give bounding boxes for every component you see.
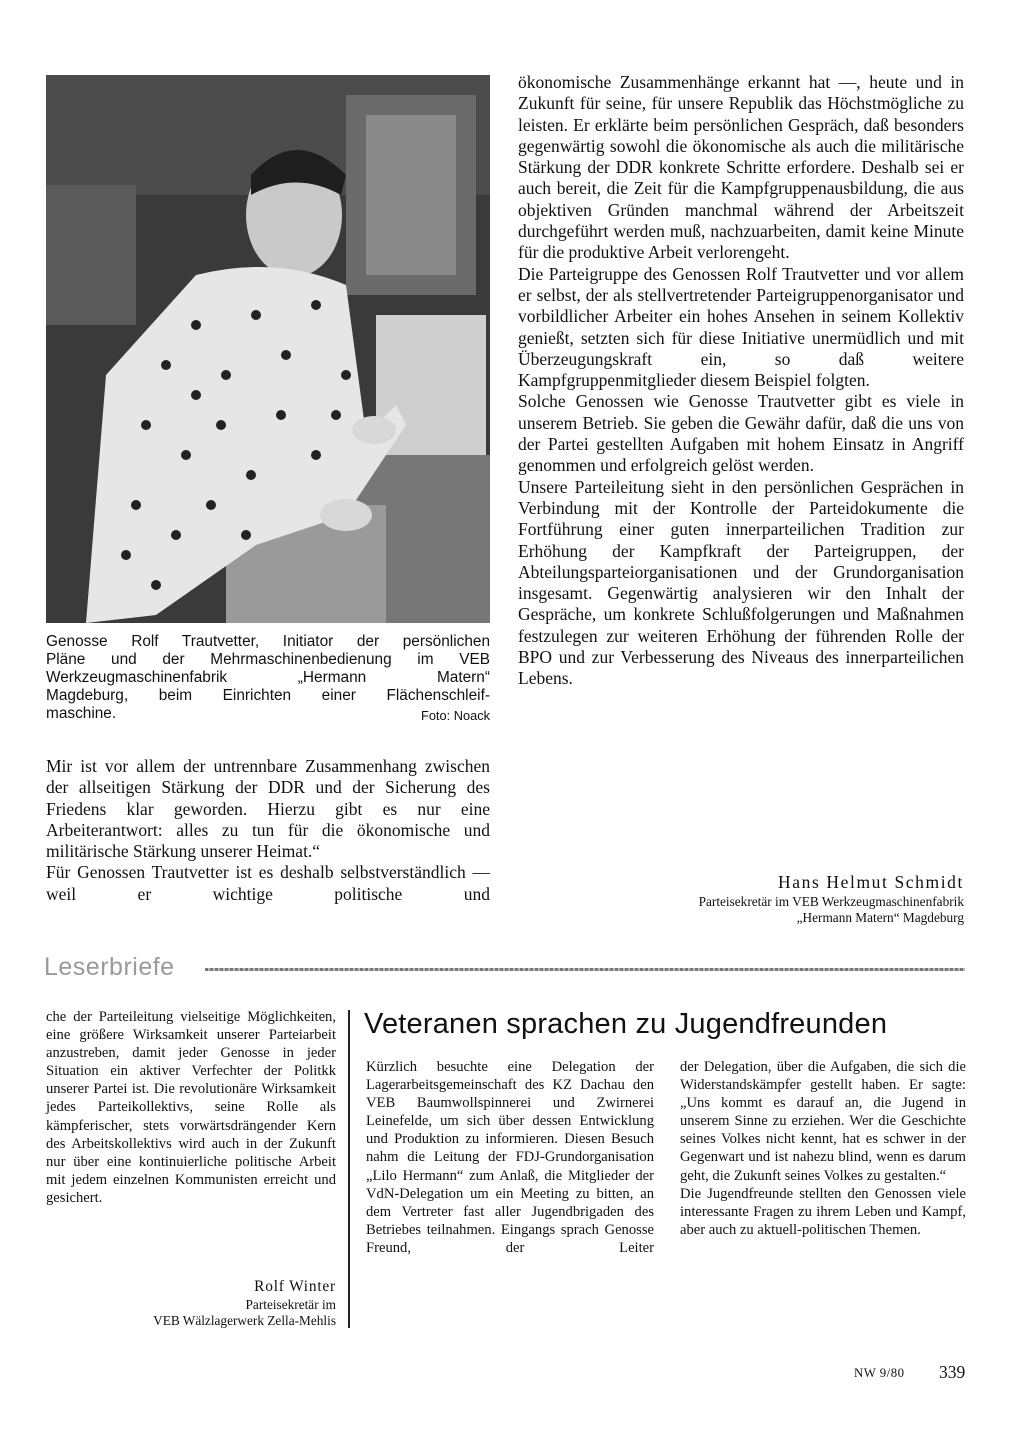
author-signature: Hans Helmut Schmidt <box>778 872 964 892</box>
article-headline: Veteranen sprachen zu Jugendfreunden <box>364 1008 888 1040</box>
caption-line <box>46 705 490 723</box>
photo-illustration <box>46 75 490 623</box>
caption-line: Werkzeugmaschinenfabrik „Hermann Matern“ <box>46 669 490 686</box>
paragraph: Die Jugendfreunde stellten den Genossen viele interessante Fragen zu ihrem Leben und Kampf, aber auch zu aktuell-politischen Themen. <box>680 1185 966 1238</box>
caption-line: Genosse Rolf Trautvetter, Initiator der persönlichen <box>46 633 490 650</box>
author-role: Parteisekretär im VEB Werkzeugmaschinenfabrik <box>698 894 964 909</box>
photo-caption <box>46 633 490 725</box>
caption-line: Pläne und der Mehrmaschinenbedienung im VEB <box>46 651 490 668</box>
paragraph: Solche Genossen wie Genosse Trautvetter gibt es viele in unserem Betrieb. Sie geben die Gewähr dafür, daß die uns von der Partei gestellten Aufgaben mit hohem Einsatz in Angriff genommen und erfolgreich gelöst werden. <box>518 391 964 476</box>
section-heading: Leserbriefe <box>44 953 175 981</box>
article-photo <box>46 75 490 623</box>
journal-issue: NW 9/80 <box>854 1366 905 1380</box>
author-role: „Hermann Matern“ Magdeburg <box>796 910 964 925</box>
letter-column <box>46 1008 336 1207</box>
article-column-2 <box>680 1058 966 1239</box>
article-column-1 <box>366 1058 654 1257</box>
caption-line-text: maschine. <box>46 705 117 722</box>
paragraph: Mir ist vor allem der untrennbare Zusammenhang zwischen der allseitigen Stärkung der DDR und der Sicherung des Friedens klar geworden. Hierzu gibt es nur eine Arbeiterantwort: alles zu tun für die ökonomische und militärische Stärkung unserer Heimat.“ <box>46 756 490 862</box>
left-column <box>46 756 490 905</box>
letter-role: Parteisekretär im <box>245 1297 336 1312</box>
paragraph: che der Parteileitung vielseitige Möglichkeiten, eine größere Wirksamkeit unserer Parteiarbeit anzustreben, damit jeder Genosse in jeder Situation ein aktiver Verfechter der Politkk unserer Partei ist. Die revolutionäre Wirksamkeit jedes Parteikollektivs, seine Rolle als kämpferischer, stets vorwärtsdrängender Kern des Arbeitskollektivs wird auch in der Zukunft nur über eine kontinuierliche politische Arbeit mit jedem einzelnen Kommunisten erreicht und gesichert. <box>46 1009 336 1206</box>
right-column <box>518 72 964 690</box>
page-number: 339 <box>939 1362 966 1382</box>
paragraph: der Delegation, über die Aufgaben, die sich die Widerstandskämpfer gestellt haben. Er sagte: „Uns kommt es darauf an, die Jugend in unserem Sinne zu erziehen. Wer die Geschichte seines Volkes nicht kennt, hat es schwer in der Gegenwart und ist nahezu blind, wenn es darum geht, die Zukunft seines Volkes zu gestalten.“ <box>680 1059 966 1184</box>
paragraph: Kürzlich besuchte eine Delegation der Lagerarbeitsgemeinschaft des KZ Dachau den VEB Baumwollspinnerei und Zwirnerei Leinefelde, um sich über dessen Entwicklung und Produktion zu informieren. Diesen Besuch nahm die Leitung der FDJ-Grundorganisation „Lilo Hermann“ zum Anlaß, die Mitglieder der VdN-Delegation um ein Meeting zu bitten, an dem Vertreter fast aller Jugendbrigaden des Betriebes teilnahmen. Eingangs sprach Genosse Freund, der Leiter <box>366 1059 654 1256</box>
section-rule <box>205 968 965 971</box>
paragraph: Die Parteigruppe des Genossen Rolf Trautvetter und vor allem er selbst, der als stellvertretender Parteigruppenorganisator und vorbildlicher Arbeiter ein hohes Ansehen in seinem Kollektiv genießt, setzten sich für diese Initiative unermüdlich und mit Überzeugungskraft ein, so daß weitere Kampfgruppenmitglieder diesem Beispiel folgten. <box>518 263 964 391</box>
letter-role: VEB Wälzlagerwerk Zella-Mehlis <box>153 1313 336 1328</box>
paragraph: Für Genossen Trautvetter ist es deshalb selbstverständlich — weil er wichtige politische und <box>46 862 490 904</box>
photo-credit: Foto: Noack <box>421 708 490 723</box>
letter-signature: Rolf Winter <box>254 1278 336 1295</box>
paragraph: ökonomische Zusammenhänge erkannt hat —, heute und in Zukunft für seine, für unsere Republik das Höchstmögliche zu leisten. Er erklärte beim persönlichen Gespräch, daß besonders gegenwärtig sowohl die ökonomische als auch die militärische Stärkung der DDR konkrete Schritte erfordere. Deshalb sei er auch bereit, die Zeit für die Kampfgruppenausbildung, die aus objektiven Gründen manchmal während der Arbeitszeit durchgeführt werden muß, nachzuarbeiten, damit keine Minute für die produktive Arbeit verlorengeht. <box>518 72 964 263</box>
caption-line: Magdeburg, beim Einrichten einer Flächenschleif- <box>46 687 490 704</box>
paragraph: Unsere Parteileitung sieht in den persönlichen Gesprächen in Verbindung mit der Kontrolle der Parteidokumente die Fortführung einer guten innerparteilichen Tradition zur Erhöhung der Kampfkraft der Parteigruppen, der Abteilungsparteiorganisationen und der Grundorganisation insgesamt. Gegenwärtig analysieren wir den Inhalt der Gespräche, um konkrete Schlußfolgerungen und Maßnahmen festzulegen zur weiteren Erhöhung der führenden Rolle der BPO und zur Verbesserung des Niveaus des innerparteilichen Lebens. <box>518 476 964 689</box>
column-divider <box>348 1010 350 1328</box>
